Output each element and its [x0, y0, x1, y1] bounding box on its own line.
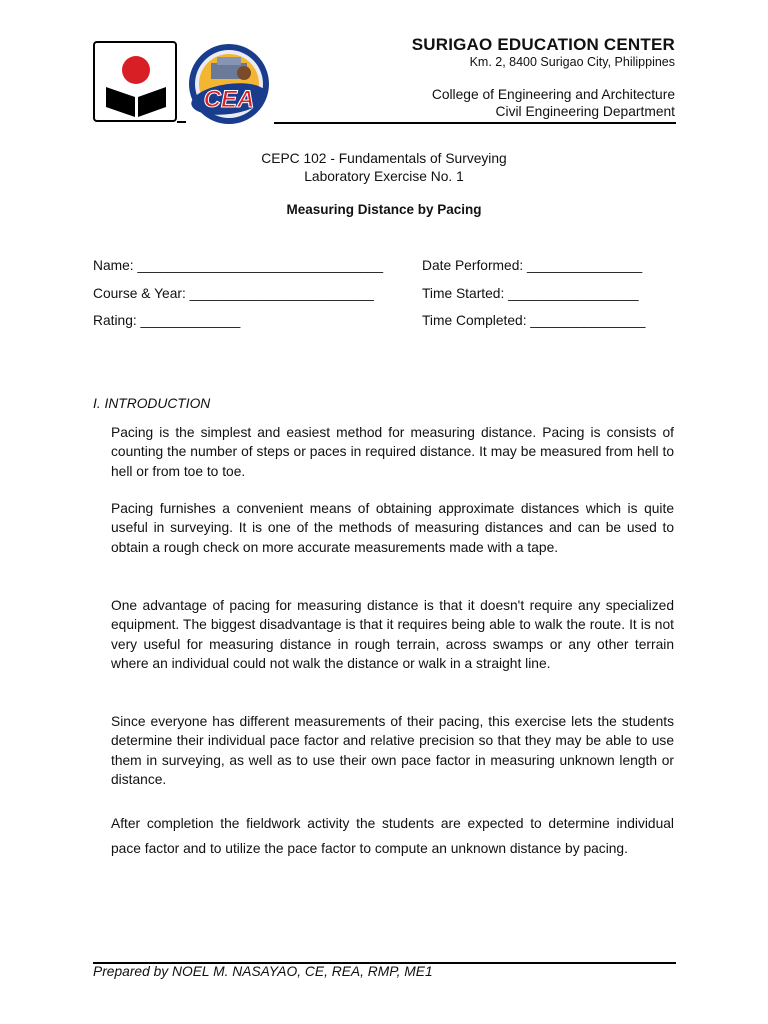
book-and-circle-icon: [95, 43, 175, 120]
cea-seal-icon: [186, 43, 272, 125]
time-completed-field[interactable]: Time Completed: _______________: [422, 313, 646, 328]
prepared-by: Prepared by NOEL M. NASAYAO, CE, REA, RMP, ME1: [93, 964, 433, 979]
section-heading-introduction: I. INTRODUCTION: [93, 396, 211, 411]
intro-paragraph-2: Pacing furnishes a convenient means of obtaining approximate distances which is quite useful in surveying. It is one of the methods of measuring distances and can be used to obtain a rough check on more accurate measurements made with a tape.: [111, 501, 674, 555]
organization-name: SURIGAO EDUCATION CENTER: [411, 35, 675, 54]
header-rule: [274, 122, 676, 124]
logo-underline: [177, 121, 186, 123]
rating-field[interactable]: Rating: _____________: [93, 313, 241, 328]
college-name: College of Engineering and Architecture: [431, 87, 675, 102]
course-title: CEPC 102 - Fundamentals of Surveying: [261, 151, 507, 166]
activity-title: Measuring Distance by Pacing: [286, 202, 482, 217]
school-logo: [93, 41, 177, 122]
lab-exercise-number: Laboratory Exercise No. 1: [304, 169, 464, 184]
intro-paragraph-1: Pacing is the simplest and easiest method for measuring distance. Pacing is consists of counting the number of steps or paces in required distance. It may be measured from hell to hell or from toe to toe.: [111, 425, 674, 479]
name-field[interactable]: Name: ________________________________: [93, 258, 384, 273]
intro-paragraph-5: After completion the fieldwork activity the students are expected to determine individual pace factor and to utilize the pace factor to compute an unknown distance by pacing.: [111, 816, 674, 856]
department-name: Civil Engineering Department: [495, 104, 675, 119]
time-started-field[interactable]: Time Started: _________________: [422, 286, 639, 301]
intro-paragraph-3: One advantage of pacing for measuring distance is that it doesn't require any specialized equipment. The biggest disadvantage is that it requires being able to walk the route. It is not very useful for measuring distance in rough terrain, across swamps or any other terrain where an individual could not walk the distance or walk in a straight line.: [111, 598, 674, 672]
seal-label: CEA: [203, 86, 255, 113]
course-year-field[interactable]: Course & Year: ________________________: [93, 286, 374, 301]
organization-address: Km. 2, 8400 Surigao City, Philippines: [469, 55, 675, 69]
date-performed-field[interactable]: Date Performed: _______________: [422, 258, 643, 273]
intro-paragraph-4: Since everyone has different measurements of their pacing, this exercise lets the students determine their individual pace factor and relative precision so that they may be able to use them in surveying, as well as to use their own pace factor in measuring unknown length or distance.: [111, 714, 674, 788]
cea-seal: [186, 43, 272, 125]
